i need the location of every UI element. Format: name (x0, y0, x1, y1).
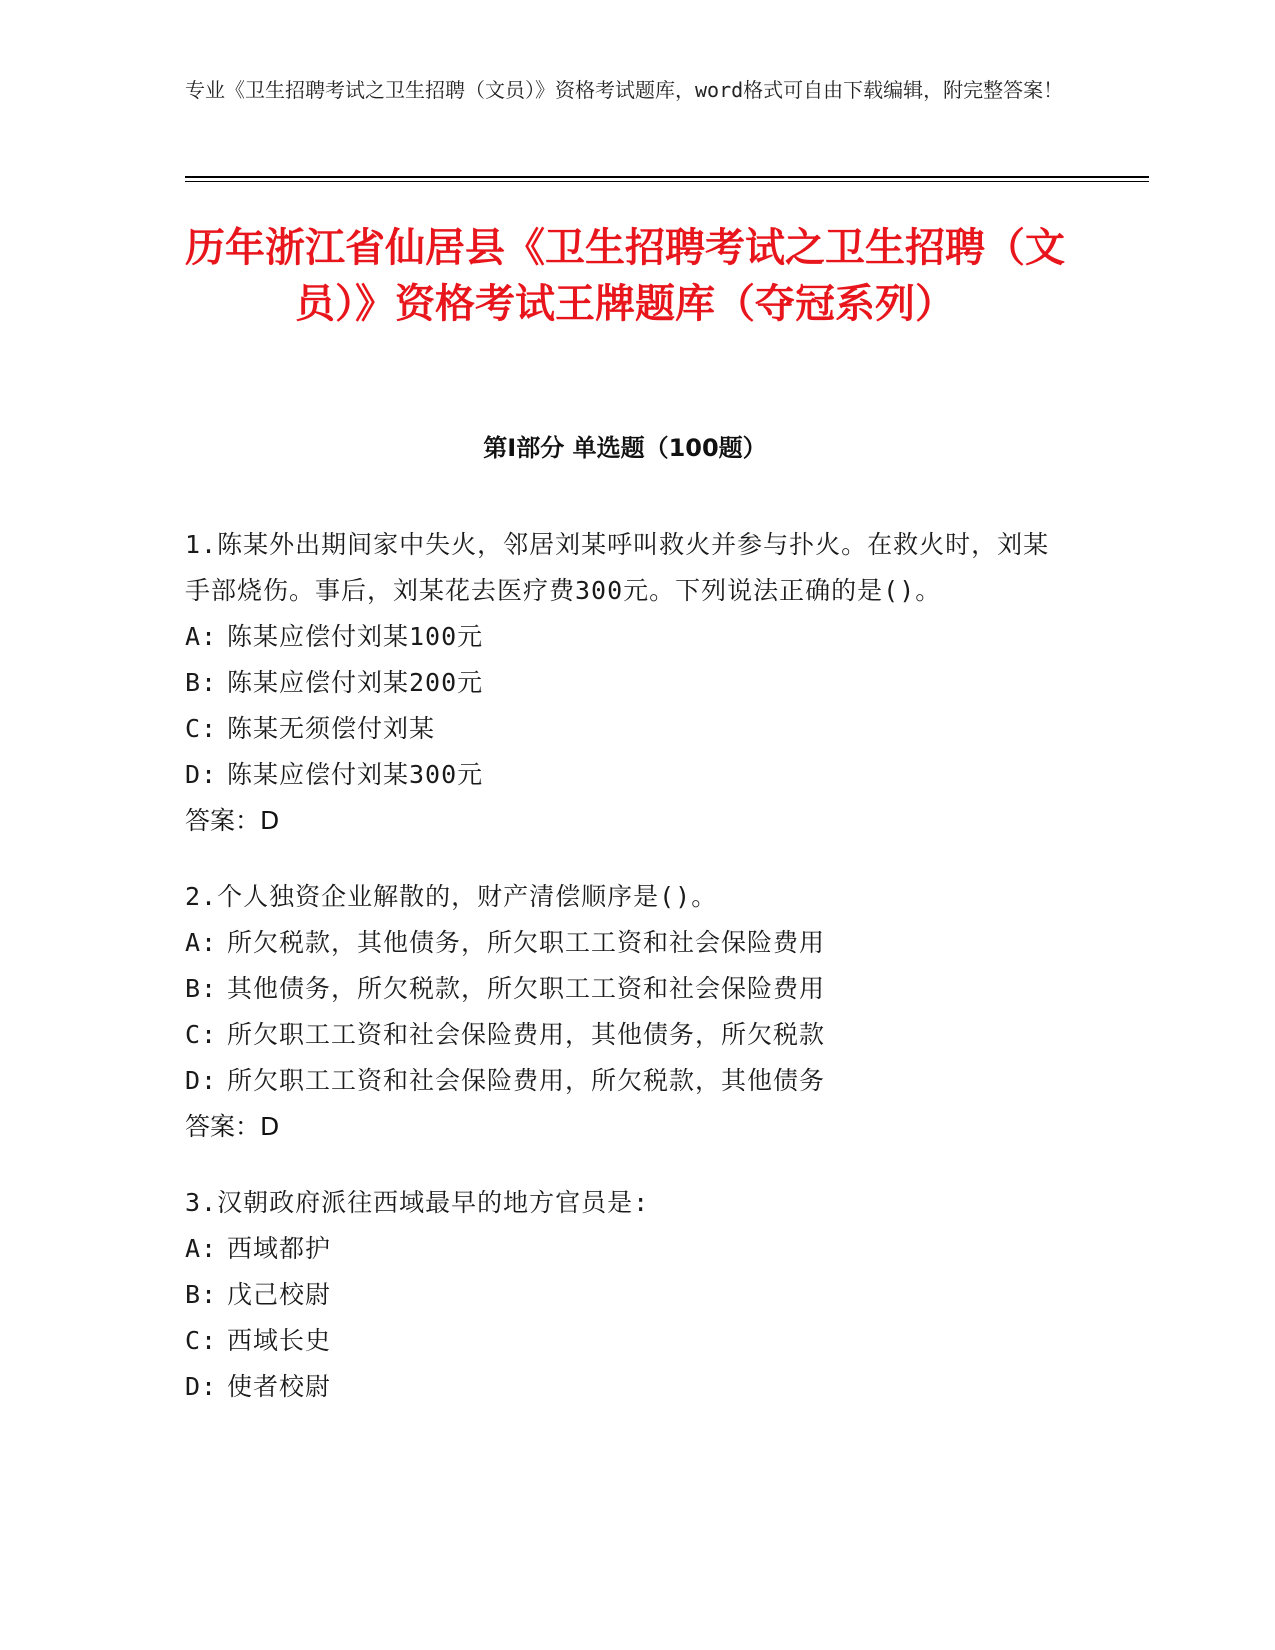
option-text: 西域都护 (227, 1234, 332, 1263)
option-letter: D: (185, 760, 218, 789)
header-note: 专业《卫生招聘考试之卫生招聘（文员）》资格考试题库，word格式可自由下载编辑，附完整答案！ (185, 78, 1064, 102)
option-text: 所欠职工工资和社会保险费用，其他债务，所欠税款 (227, 1020, 826, 1049)
option-letter: A: (185, 1234, 218, 1263)
option-text: 所欠税款，其他债务，所欠职工工资和社会保险费用 (227, 928, 826, 957)
question-stem: 1.陈某外出期间家中失火，邻居刘某呼叫救火并参与扑火。在救火时，刘某手部烧伤。事后，刘某花去医疗费300元。下列说法正确的是()。 (185, 530, 1050, 605)
option-a (185, 920, 1065, 966)
answer-line: 答案：D (185, 806, 280, 835)
answer-line: 答案：D (185, 1112, 280, 1141)
option-letter: C: (185, 1020, 218, 1049)
header-divider-thin (185, 181, 1149, 182)
option-a (185, 1226, 1065, 1272)
option-a (185, 614, 1065, 660)
option-b (185, 966, 1065, 1012)
option-letter: A: (185, 928, 218, 957)
option-text: 陈某应偿付刘某300元 (227, 760, 484, 789)
option-text: 西域长史 (227, 1326, 332, 1355)
option-d (185, 752, 1065, 798)
option-text: 使者校尉 (227, 1372, 332, 1401)
option-c (185, 1012, 1065, 1058)
option-c (185, 1318, 1065, 1364)
option-letter: D: (185, 1066, 218, 1095)
option-d (185, 1364, 1065, 1410)
option-letter: C: (185, 714, 218, 743)
option-text: 戊己校尉 (227, 1280, 332, 1309)
question-3 (185, 1180, 1065, 1410)
option-letter: D: (185, 1372, 218, 1401)
question-stem: 2.个人独资企业解散的，财产清偿顺序是()。 (185, 882, 718, 911)
option-d (185, 1058, 1065, 1104)
option-letter: A: (185, 622, 218, 651)
option-letter: B: (185, 974, 218, 1003)
option-text: 陈某应偿付刘某100元 (227, 622, 484, 651)
option-b (185, 1272, 1065, 1318)
question-stem: 3.汉朝政府派往西域最早的地方官员是: (185, 1188, 650, 1217)
option-text: 所欠职工工资和社会保险费用，所欠税款，其他债务 (227, 1066, 826, 1095)
option-letter: C: (185, 1326, 218, 1355)
section-heading: 第Ⅰ部分 单选题（100题） (483, 434, 767, 462)
option-c (185, 706, 1065, 752)
header-divider-thick (185, 176, 1149, 178)
option-letter: B: (185, 1280, 218, 1309)
option-b (185, 660, 1065, 706)
document-title: 历年浙江省仙居县《卫生招聘考试之卫生招聘（文员）》资格考试王牌题库（夺冠系列） (185, 225, 1065, 327)
option-text: 陈某无须偿付刘某 (227, 714, 436, 743)
option-letter: B: (185, 668, 218, 697)
option-text: 其他债务，所欠税款，所欠职工工资和社会保险费用 (227, 974, 826, 1003)
option-text: 陈某应偿付刘某200元 (227, 668, 484, 697)
question-2 (185, 874, 1065, 1150)
question-list (185, 522, 1065, 1440)
question-1 (185, 522, 1065, 844)
